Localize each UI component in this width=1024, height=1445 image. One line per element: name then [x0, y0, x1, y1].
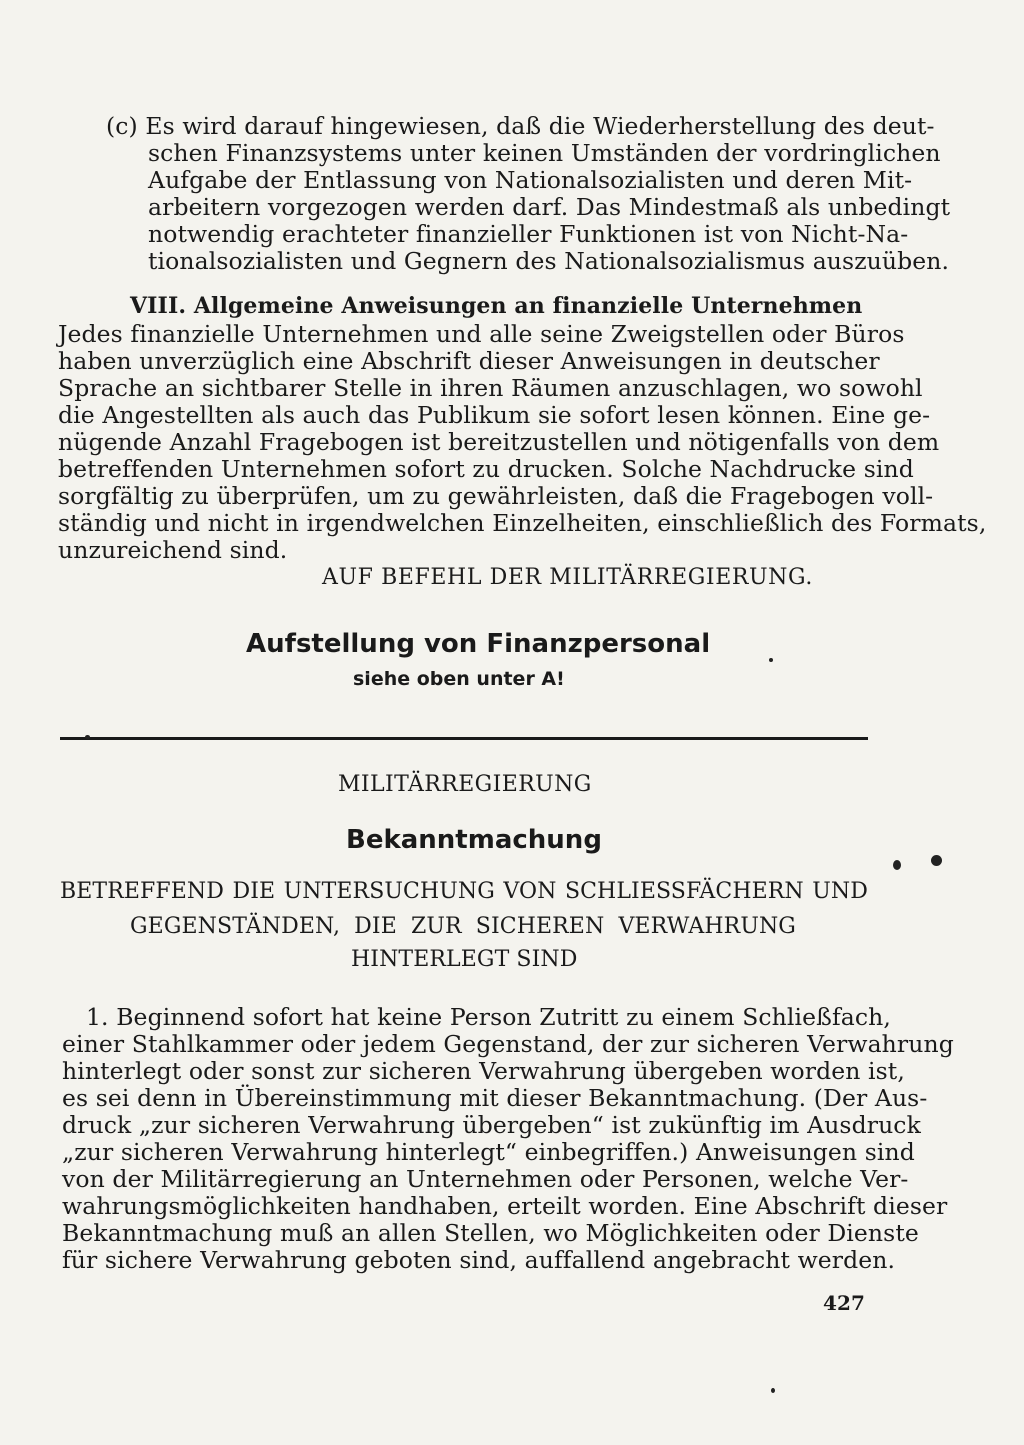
section-c-line: arbeitern vorgezogen werden darf. Das Mindestmaß als unbedingt [148, 193, 951, 221]
section-c-line: notwendig erachteter finanzieller Funktionen ist von Nicht-Na- [148, 220, 909, 248]
section-viii-line: nügende Anzahl Fragebogen ist bereitzustellen und nötigenfalls von dem [58, 428, 940, 456]
section-viii-line: Jedes finanzielle Unternehmen und alle seine Zweigstellen oder Büros [58, 320, 905, 348]
section-heading: VIII. Allgemeine Anweisungen an finanzielle Unternehmen [130, 293, 863, 319]
scan-speck [85, 735, 90, 739]
section-viii-line: die Angestellten als auch das Publikum sie sofort lesen können. Eine ge- [58, 401, 931, 429]
scan-speck [931, 855, 942, 866]
paragraph-line: einer Stahlkammer oder jedem Gegenstand, der zur sicheren Verwahrung [62, 1030, 954, 1058]
paragraph-line: für sichere Verwahrung geboten sind, auffallend angebracht werden. [62, 1246, 896, 1274]
paragraph-line: es sei denn in Übereinstimmung mit dieser Bekanntmachung. (Der Aus- [62, 1084, 928, 1112]
paragraph-line: hinterlegt oder sonst zur sicheren Verwahrung übergeben worden ist, [62, 1057, 905, 1085]
section-viii-line: sorgfältig zu überprüfen, um zu gewährleisten, daß die Fragebogen voll- [58, 482, 934, 510]
horizontal-divider [60, 737, 868, 740]
paragraph-line: druck „zur sicheren Verwahrung übergeben“ ist zukünftig im Ausdruck [62, 1111, 921, 1139]
page-number: 427 [823, 1291, 866, 1315]
section-viii-line: ständig und nicht in irgendwelchen Einzelheiten, einschließlich des Formats, [58, 509, 987, 537]
paragraph-line: „zur sicheren Verwahrung hinterlegt“ einbegriffen.) Anweisungen sind [62, 1138, 915, 1166]
section-viii-line: unzureichend sind. [58, 536, 288, 564]
section-c-line: (c) Es wird darauf hingewiesen, daß die Wiederherstellung des deut- [106, 112, 935, 140]
paragraph-line: 1. Beginnend sofort hat keine Person Zutritt zu einem Schließfach, [86, 1003, 891, 1031]
signature-line: AUF BEFEHL DER MILITÄRREGIERUNG. [322, 565, 814, 590]
section-viii-line: Sprache an sichtbarer Stelle in ihren Räumen anzuschlagen, wo sowohl [58, 374, 923, 402]
aufstellung-title: Aufstellung von Finanzpersonal [246, 629, 711, 659]
aufstellung-subtitle: siehe oben unter A! [353, 668, 565, 690]
notice-subject-line: HINTERLEGT SIND [351, 947, 578, 972]
scan-speck [893, 860, 901, 870]
scan-speck [771, 1388, 775, 1393]
notice-authority: MILITÄRREGIERUNG [338, 772, 592, 797]
paragraph-line: Bekanntmachung muß an allen Stellen, wo Möglichkeiten oder Dienste [62, 1219, 919, 1247]
notice-subject-line: GEGENSTÄNDEN, DIE ZUR SICHEREN VERWAHRUNG [130, 914, 796, 939]
notice-title: Bekanntmachung [346, 825, 602, 855]
paragraph-line: wahrungsmöglichkeiten handhaben, erteilt worden. Eine Abschrift dieser [62, 1192, 948, 1220]
section-c-line: schen Finanzsystems unter keinen Umständen der vordringlichen [148, 139, 941, 167]
section-viii-line: haben unverzüglich eine Abschrift dieser Anweisungen in deutscher [58, 347, 880, 375]
scan-speck [769, 658, 773, 662]
paragraph-line: von der Militärregierung an Unternehmen oder Personen, welche Ver- [62, 1165, 909, 1193]
section-c-line: tionalsozialisten und Gegnern des Nationalsozialismus auszuüben. [148, 247, 950, 275]
notice-subject-line: BETREFFEND DIE UNTERSUCHUNG VON SCHLIESSFÄCHERN UND [60, 879, 868, 904]
section-c-line: Aufgabe der Entlassung von Nationalsozialisten und deren Mit- [148, 166, 913, 194]
section-viii-line: betreffenden Unternehmen sofort zu drucken. Solche Nachdrucke sind [58, 455, 914, 483]
